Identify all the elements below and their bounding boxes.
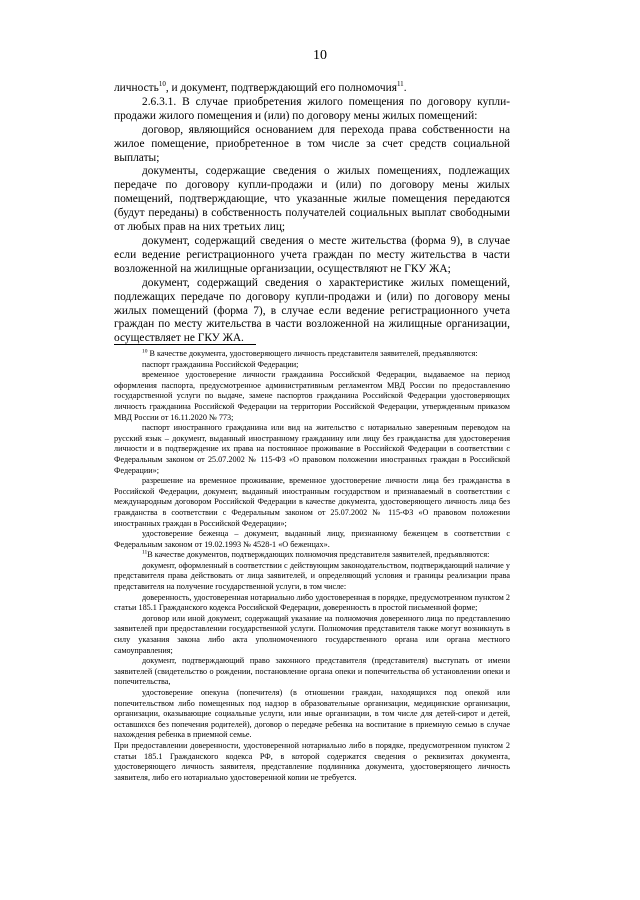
- footnote-item: удостоверение беженца – документ, выданный лицу, признанному беженцем в соответствии с Федеральным законом от 19.02.1993 № 4528-1 «О беженцах».: [114, 529, 510, 549]
- footnote-item: документ, подтверждающий право законного представителя (представителя) выступать от имени заявителей (свидетельство о рождении, постановление органа опеки и попечительства об установлении опеки и попечительства,: [114, 656, 510, 687]
- footnotes: [114, 349, 510, 783]
- footnote-ref-11[interactable]: 11: [396, 80, 404, 89]
- footnote-item: паспорт иностранного гражданина или вид на жительство с нотариально заверенным переводом на русский язык – документ, выданный иностранному гражданину или лицу без гражданства для удостоверения личности и в подтверждение их права на постоянное проживание в Российской Федерации в соответствии с Федеральным законом от 25.07.2002 № 115-ФЗ «О правовом положении иностранных граждан в Российской Федерации»;: [114, 423, 510, 475]
- footnote-11: [114, 550, 510, 561]
- footnote-10: [114, 349, 510, 360]
- paragraph-residence-form-9: документ, содержащий сведения о месте жительства (форма 9), в случае если ведение регистрационного учета граждан по месту жительства в части возложенной на жилищные организации, осуществляют не ГКУ ЖА;: [114, 234, 510, 275]
- footnote-text: В качестве документов, подтверждающих полномочия представителя заявителей, предъявляются:: [147, 550, 490, 560]
- footnote-ref-10[interactable]: 10: [158, 80, 166, 89]
- paragraph-housing-documents: документы, содержащие сведения о жилых помещениях, подлежащих передаче по договору купли-продажи и (или) по договору мены жилых помещений, подтверждающие, что указанные жилые помещения передаются (будут переданы) в собственность получателей социальных выплат свободными от любых прав на них третьих лиц;: [114, 165, 510, 234]
- footnote-mark-11: 11: [142, 549, 148, 556]
- footnote-separator: [114, 344, 256, 345]
- footnote-item: доверенность, удостоверенная нотариально либо удостоверенная в порядке, предусмотренном пунктом 2 статьи 185.1 Гражданского кодекса Российской Федерации, доверенность в простой письменной форме;: [114, 592, 510, 613]
- footnote-item: договор или иной документ, содержащий указание на полномочия доверенного лица по представлению заявителей при предоставлении государственной услуги. Полномочия представителя также могут возникнуть в силу указания закона либо акта уполномоченного государственного органа или органа местного самоуправления;: [114, 613, 510, 655]
- paragraph-housing-form-7: документ, содержащий сведения о характеристике жилых помещений, подлежащих передаче по договору купли-продажи и (или) по договору мены жилых помещений (форма 7), в случае если ведение регистрационного учета граждан по месту жительства в части возложенной на жилищные организации, осуществляет не ГКУ ЖА.: [114, 276, 510, 345]
- footnote-final-paragraph: При предоставлении доверенности, удостоверенной нотариально либо в порядке, предусмотренном пунктом 2 статьи 185.1 Гражданского кодекса РФ, в которой содержатся сведения о реквизитах документа, удостоверяющего личность заявителя, представление подлинника документа, удостоверяющего личность заявителя, либо его нотариально удостоверенной копии не требуется.: [114, 740, 510, 782]
- footnote-text: В качестве документа, удостоверяющего личность представителя заявителей, предъявляются:: [147, 349, 478, 358]
- paragraph-contract: договор, являющийся основанием для перехода права собственности на жилое помещение, приобретенное в том числе за счет средств социальной выплаты;: [114, 123, 510, 164]
- footnote-item: удостоверение опекуна (попечителя) (в отношении граждан, находящихся под опекой или попечительством либо помещенных под надзор в образовательные организации, медицинские организации, организации, оказывающие социальные услуги, или иные организации, в том числе для детей-сирот и детей, оставшихся без попечения родителей), договор о передаче ребенка на воспитание в приемную семью в случае нахождения ребенка в приемной семье.: [114, 688, 510, 740]
- footnote-item: временное удостоверение личности гражданина Российской Федерации, выдаваемое на период оформления паспорта, предусмотренное административным регламентом МВД России по предоставлению государственной услуги по выдаче, замене паспортов гражданина Российской Федерации удостоверяющих личность гражданина Российской Федерации на территории Российской Федерации, утвержденным приказом МВД России от 16.11.2020 № 773;: [114, 370, 510, 422]
- paragraph-2-6-3-1: 2.6.3.1. В случае приобретения жилого помещения по договору купли-продажи жилого помещения и (или) по договору мены жилых помещений:: [114, 95, 510, 122]
- main-text: [114, 82, 510, 346]
- footnote-item: паспорт гражданина Российской Федерации;: [142, 359, 299, 369]
- page-number: 10: [313, 48, 327, 63]
- text-fragment: .: [403, 82, 407, 94]
- text-fragment: личность: [114, 82, 159, 94]
- footnote-item: документ, оформленный в соответствии с действующим законодательством, подтверждающий наличие у представителя права действовать от лица заявителей, и определяющий условия и границы реализации права представителя на получение государственной услуги, в том числе:: [114, 560, 510, 592]
- footnote-mark-10: 10: [142, 348, 148, 355]
- paragraph-continuation: [114, 82, 510, 96]
- footnote-item: разрешение на временное проживание, временное удостоверение личности лица без гражданства в Российской Федерации, документ, выданный иностранным государством и признаваемый в соответствии с международным договором Российской Федерации в качестве документа, удостоверяющего личность лица без гражданства в соответствии с Федеральным законом от 25.07.2002 № 115-ФЗ «О правовом положении иностранных граждан в Российской Федерации»;: [114, 476, 510, 528]
- text-fragment: , и документ, подтверждающий его полномочия: [165, 82, 397, 94]
